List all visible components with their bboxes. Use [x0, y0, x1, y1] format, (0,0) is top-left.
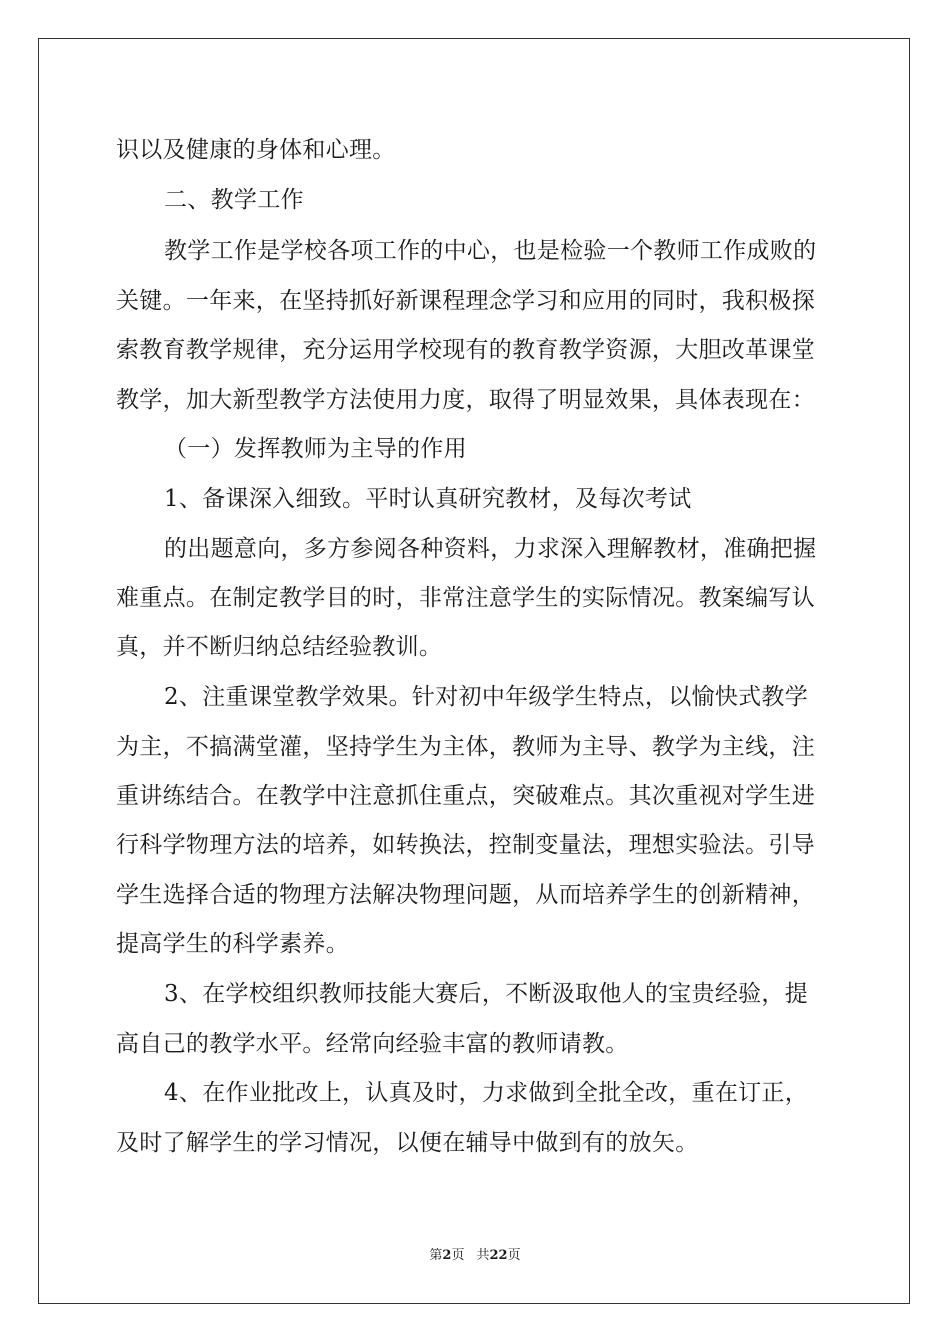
text-line: 高自己的教学水平。经常向经验丰富的教师请教。 — [116, 1031, 629, 1057]
text-line: 重讲练结合。在教学中注意抓住重点，突破难点。其次重视对学生进 — [116, 783, 815, 809]
page-border — [38, 38, 910, 1304]
total-pages: 22 — [489, 1248, 508, 1263]
total-suffix: 页 — [507, 1248, 521, 1263]
page-footer — [0, 1247, 950, 1265]
text-line: 行科学物理方法的培养，如转换法，控制变量法，理想实验法。引导 — [116, 832, 815, 858]
text-line: 关键。一年来，在坚持抓好新课程理念学习和应用的同时，我积极探 — [116, 288, 815, 314]
text-line: 难重点。在制定教学目的时，非常注意学生的实际情况。教案编写认 — [116, 585, 815, 611]
text-line: 为主，不搞满堂灌，坚持学生为主体，教师为主导、教学为主线，注 — [116, 734, 815, 760]
text-line: 索教育教学规律，充分运用学校现有的教育教学资源，大胆改革课堂 — [116, 337, 815, 363]
text-line: 及时了解学生的学习情况，以便在辅导中做到有的放矢。 — [116, 1130, 699, 1156]
text-line: 学生选择合适的物理方法解决物理问题，从而培养学生的创新精神， — [116, 882, 815, 908]
text-line: 2、注重课堂教学效果。针对初中年级学生特点，以愉快式教学 — [164, 684, 809, 710]
text-line: 教学，加大新型教学方法使用力度，取得了明显效果，具体表现在： — [116, 387, 815, 413]
subsection-heading: （一）发挥教师为主导的作用 — [164, 436, 467, 462]
text-line: 提高学生的科学素养。 — [116, 931, 349, 957]
section-heading: 二、教学工作 — [164, 187, 304, 213]
text-line: 3、在学校组织教师技能大赛后，不断汲取他人的宝贵经验，提 — [164, 981, 809, 1007]
page-suffix: 页 — [451, 1248, 465, 1263]
total-prefix: 共 — [476, 1248, 490, 1263]
text-line: 的出题意向，多方参阅各种资料，力求深入理解教材，准确把握 — [164, 536, 817, 562]
text-line: 1、备课深入细致。平时认真研究教材，及每次考试 — [164, 486, 692, 512]
page-number: 2 — [442, 1248, 452, 1263]
text-line: 真，并不断归纳总结经验教训。 — [116, 634, 443, 660]
text-line: 4、在作业批改上，认真及时，力求做到全批全改，重在订正， — [164, 1080, 809, 1106]
text-line: 教学工作是学校各项工作的中心，也是检验一个教师工作成败的 — [164, 238, 817, 264]
text-line: 识以及健康的身体和心理。 — [116, 137, 396, 163]
page-prefix: 第 — [429, 1248, 443, 1263]
